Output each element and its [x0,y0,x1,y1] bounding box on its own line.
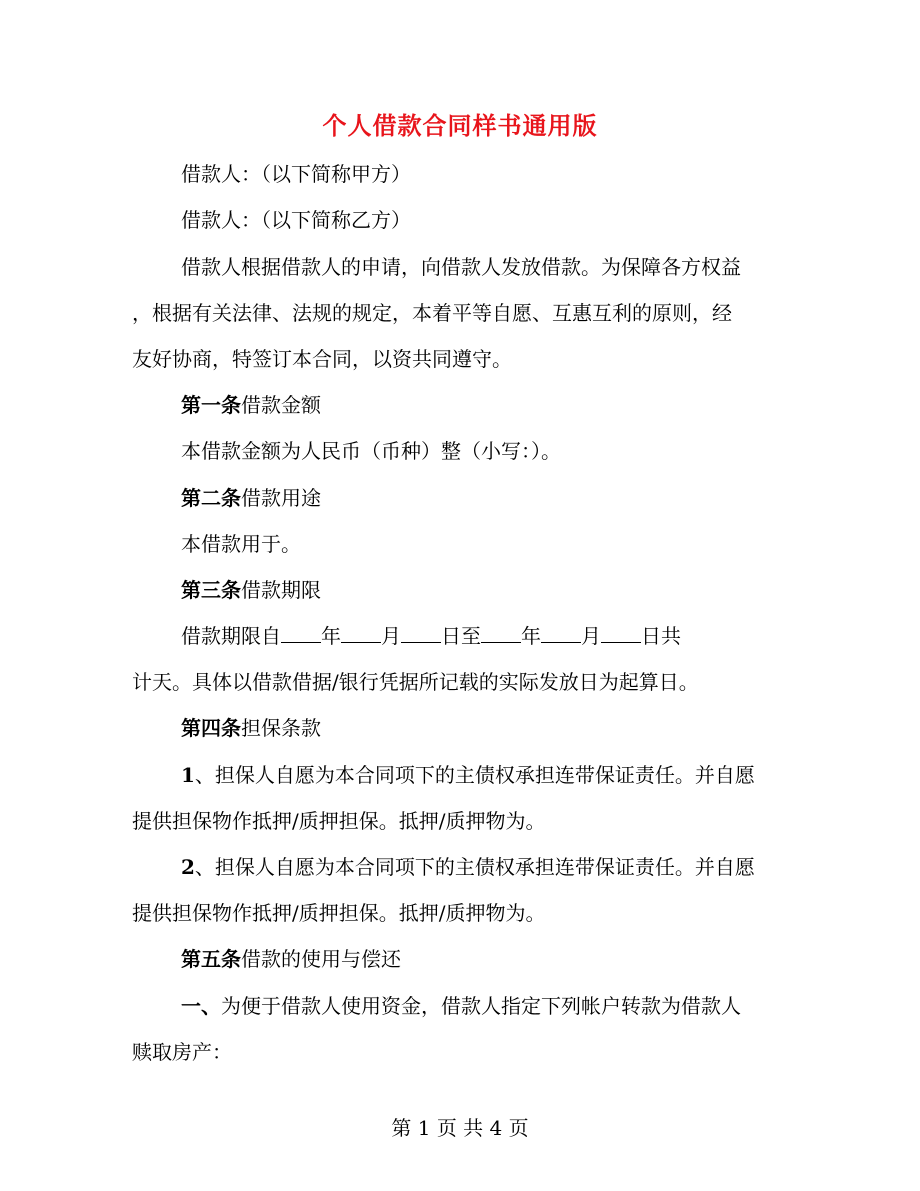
blank-end-month [541,622,581,643]
article-5-item-1-text: 为便于借款人使用资金，借款人指定下列帐户转款为借款人 [221,994,741,1018]
article-4-item-2-line-2: 提供担保物作抵押/质押担保。抵押/质押物为。 [132,901,546,925]
article-4-label: 第四条 [181,716,241,740]
article-4-item-2-line-1 [181,853,755,881]
article-3-term-line [181,622,681,650]
term-year-2: 年 [521,624,541,648]
article-5-label: 第五条 [181,947,241,971]
article-5-item-1-label: 一、 [181,994,221,1018]
blank-start-day [401,622,441,643]
blank-start-month [341,622,381,643]
article-5-item-1-line-1 [181,992,741,1020]
item-1-number: 1 [181,763,195,787]
article-5-heading [181,945,401,973]
page-footer: 第 1 页 共 4 页 [391,1116,529,1140]
preamble-line-1: 借款人根据借款人的申请，向借款人发放借款。为保障各方权益 [181,255,741,279]
blank-end-year [481,622,521,643]
article-4-heading [181,714,321,742]
term-month-2: 月 [581,624,601,648]
article-4-title: 担保条款 [241,716,321,740]
term-day-2: 日共 [641,624,681,648]
term-year-1: 年 [321,624,341,648]
item-2-number: 2 [181,855,195,879]
item-1-text: 、担保人自愿为本合同项下的主债权承担连带保证责任。并自愿 [194,763,755,787]
article-1-label: 第一条 [181,393,241,417]
document-title: 个人借款合同样书通用版 [322,111,598,140]
article-4-item-1-line-2: 提供担保物作抵押/质押担保。抵押/质押物为。 [132,809,546,833]
article-5-item-1-line-2: 赎取房产： [132,1040,232,1064]
article-2-title: 借款用途 [241,486,321,510]
lender-line: 借款人：（以下简称甲方） [181,162,411,186]
preamble-line-2: ，根据有关法律、法规的规定，本着平等自愿、互惠互利的原则，经 [132,301,732,325]
article-1-body: 本借款金额为人民币（币种）整（小写：）。 [181,439,561,463]
term-start-text: 借款期限自 [181,624,281,648]
article-2-heading [181,484,321,512]
article-5-title: 借款的使用与偿还 [241,947,401,971]
article-1-heading [181,391,321,419]
blank-start-year [281,622,321,643]
article-2-body: 本借款用于。 [181,532,301,556]
borrower-line: 借款人：（以下简称乙方） [181,208,411,232]
article-1-title: 借款金额 [241,393,321,417]
term-day-1: 日至 [441,624,481,648]
article-3-heading [181,576,321,604]
blank-end-day [601,622,641,643]
article-3-label: 第三条 [181,578,241,602]
article-3-body-2: 计天。具体以借款借据/银行凭据所记载的实际发放日为起算日。 [132,670,699,694]
article-4-item-1-line-1 [181,761,755,789]
preamble-line-3: 友好协商，特签订本合同，以资共同遵守。 [132,347,512,371]
item-2-text: 、担保人自愿为本合同项下的主债权承担连带保证责任。并自愿 [194,855,755,879]
term-month-1: 月 [381,624,401,648]
article-2-label: 第二条 [181,486,241,510]
article-3-title: 借款期限 [241,578,321,602]
